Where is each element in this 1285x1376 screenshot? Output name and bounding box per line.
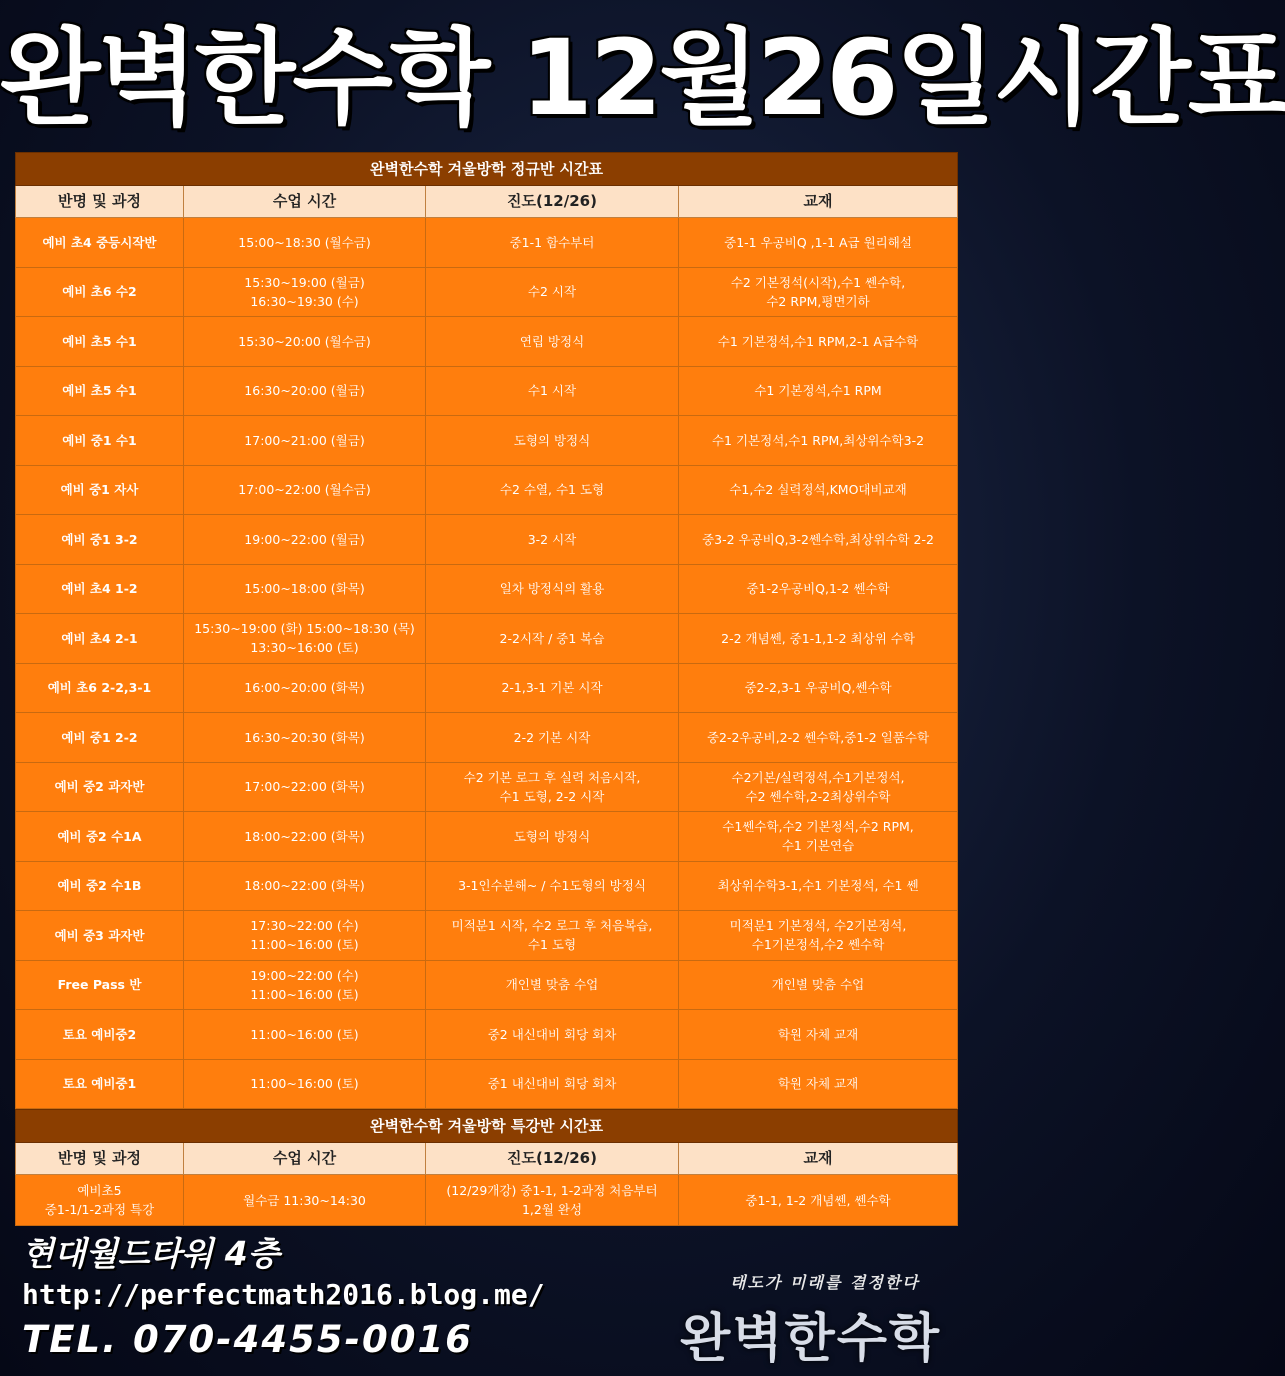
table-row xyxy=(16,515,958,565)
textbook-cell: 학원 자체 교재 xyxy=(679,1059,958,1109)
table-row xyxy=(16,911,958,961)
class-time-cell: 18:00~22:00 (화목) xyxy=(184,861,426,911)
textbook-cell: 최상위수학3-1,수1 기본정석, 수1 쎈 xyxy=(679,861,958,911)
page-title: 완벽한수학 12월26일시간표 xyxy=(0,17,1285,139)
progress-cell: 중2 내신대비 회당 회차 xyxy=(426,1010,679,1060)
table-row xyxy=(16,1010,958,1060)
class-time-cell: 15:00~18:30 (월수금) xyxy=(184,218,426,268)
textbook-cell: 수2기본/실력정석,수1기본정석, 수2 쎈수학,2-2최상위수학 xyxy=(679,762,958,812)
table-row xyxy=(16,416,958,466)
class-time-cell: 19:00~22:00 (월금) xyxy=(184,515,426,565)
textbook-cell: 중1-1 우공비Q ,1-1 A급 원리해설 xyxy=(679,218,958,268)
class-name-cell: 예비 초4 중등시작반 xyxy=(16,218,184,268)
phone-number: TEL. 070-4455-0016 xyxy=(22,1318,473,1361)
class-name-cell: 예비 초4 1-2 xyxy=(16,564,184,614)
class-name-cell: Free Pass 반 xyxy=(16,960,184,1010)
slogan-text: 태도가 미래를 결정한다 xyxy=(730,1273,920,1292)
class-name-cell: 예비 중1 2-2 xyxy=(16,713,184,763)
class-name-cell: 예비 초5 수1 xyxy=(16,317,184,367)
progress-cell: 3-2 시작 xyxy=(426,515,679,565)
class-name-cell: 토요 예비중1 xyxy=(16,1059,184,1109)
class-name-cell: 예비 초6 수2 xyxy=(16,267,184,317)
progress-cell: 도형의 방정식 xyxy=(426,812,679,862)
progress-cell: 2-2 기본 시작 xyxy=(426,713,679,763)
class-time-cell: 15:30~19:00 (월금) 16:30~19:30 (수) xyxy=(184,267,426,317)
textbook-cell: 중2-2우공비,2-2 쎈수학,중1-2 일품수학 xyxy=(679,713,958,763)
textbook-cell: 수1,수2 실력정석,KMO대비교재 xyxy=(679,465,958,515)
class-time-cell: 15:30~19:00 (화) 15:00~18:30 (목) 13:30~16:00 (토) xyxy=(184,614,426,664)
class-name-cell: 토요 예비중2 xyxy=(16,1010,184,1060)
progress-cell: 수2 수열, 수1 도형 xyxy=(426,465,679,515)
table-row xyxy=(16,713,958,763)
progress-cell: 중1-1 함수부터 xyxy=(426,218,679,268)
class-name-cell: 예비 중1 자사 xyxy=(16,465,184,515)
class-time-cell: 11:00~16:00 (토) xyxy=(184,1059,426,1109)
table-row xyxy=(16,762,958,812)
textbook-cell: 중2-2,3-1 우공비Q,쎈수학 xyxy=(679,663,958,713)
progress-cell: 수1 시작 xyxy=(426,366,679,416)
class-name-cell: 예비 초6 2-2,3-1 xyxy=(16,663,184,713)
progress-cell: 2-2시작 / 중1 복습 xyxy=(426,614,679,664)
textbook-cell: 중1-2우공비Q,1-2 쎈수학 xyxy=(679,564,958,614)
column-header-book: 교재 xyxy=(679,186,958,218)
table-row xyxy=(16,960,958,1010)
class-name-cell: 예비 중3 과자반 xyxy=(16,911,184,961)
progress-cell: 개인별 맞춤 수업 xyxy=(426,960,679,1010)
progress-cell: 연립 방정식 xyxy=(426,317,679,367)
class-name-cell: 예비 중2 수1A xyxy=(16,812,184,862)
class-name-cell: 예비 초5 수1 xyxy=(16,366,184,416)
class-time-cell: 15:00~18:00 (화목) xyxy=(184,564,426,614)
progress-cell: 수2 시작 xyxy=(426,267,679,317)
table-row xyxy=(16,1059,958,1109)
table-row xyxy=(16,366,958,416)
class-name-cell: 예비 중2 과자반 xyxy=(16,762,184,812)
textbook-cell: 수1 기본정석,수1 RPM,최상위수학3-2 xyxy=(679,416,958,466)
class-name-cell: 예비 중1 3-2 xyxy=(16,515,184,565)
special-schedule-table xyxy=(15,1109,958,1226)
column-header-class: 반명 및 과정 xyxy=(16,1143,184,1175)
textbook-cell: 2-2 개념쎈, 중1-1,1-2 최상위 수학 xyxy=(679,614,958,664)
class-time-cell: 월수금 11:30~14:30 xyxy=(184,1175,426,1226)
blog-link[interactable]: http://perfectmath2016.blog.me/ xyxy=(22,1278,545,1311)
progress-cell: 중1 내신대비 회당 회차 xyxy=(426,1059,679,1109)
textbook-cell: 수1 기본정석,수1 RPM xyxy=(679,366,958,416)
table-row xyxy=(16,614,958,664)
class-time-cell: 11:00~16:00 (토) xyxy=(184,1010,426,1060)
class-time-cell: 16:30~20:00 (월금) xyxy=(184,366,426,416)
table-row xyxy=(16,812,958,862)
textbook-cell: 수2 기본정석(시작),수1 쎈수학, 수2 RPM,평면기하 xyxy=(679,267,958,317)
progress-cell: 2-1,3-1 기본 시작 xyxy=(426,663,679,713)
column-header-time: 수업 시간 xyxy=(184,1143,426,1175)
class-time-cell: 17:00~21:00 (월금) xyxy=(184,416,426,466)
table-row xyxy=(16,663,958,713)
class-time-cell: 16:30~20:30 (화목) xyxy=(184,713,426,763)
table-row xyxy=(16,465,958,515)
class-time-cell: 18:00~22:00 (화목) xyxy=(184,812,426,862)
column-header-progress: 진도(12/26) xyxy=(426,1143,679,1175)
progress-cell: 3-1인수분해~ / 수1도형의 방정식 xyxy=(426,861,679,911)
column-header-progress: 진도(12/26) xyxy=(426,186,679,218)
class-time-cell: 16:00~20:00 (화목) xyxy=(184,663,426,713)
textbook-cell: 수1쎈수학,수2 기본정석,수2 RPM, 수1 기본연습 xyxy=(679,812,958,862)
table-row xyxy=(16,218,958,268)
regular-table-header: 완벽한수학 겨울방학 정규반 시간표 xyxy=(16,153,958,186)
textbook-cell: 미적분1 기본정석, 수2기본정석, 수1기본정석,수2 쎈수학 xyxy=(679,911,958,961)
textbook-cell: 개인별 맞춤 수업 xyxy=(679,960,958,1010)
table-row xyxy=(16,317,958,367)
class-name-cell: 예비초5 중1-1/1-2과정 특강 xyxy=(16,1175,184,1226)
progress-cell: 도형의 방정식 xyxy=(426,416,679,466)
class-time-cell: 17:00~22:00 (화목) xyxy=(184,762,426,812)
class-time-cell: 19:00~22:00 (수) 11:00~16:00 (토) xyxy=(184,960,426,1010)
table-row xyxy=(16,861,958,911)
regular-schedule-table xyxy=(15,152,958,1109)
textbook-cell: 학원 자체 교재 xyxy=(679,1010,958,1060)
class-time-cell: 17:00~22:00 (월수금) xyxy=(184,465,426,515)
progress-cell: (12/29개강) 중1-1, 1-2과정 처음부터 1,2월 완성 xyxy=(426,1175,679,1226)
column-header-class: 반명 및 과정 xyxy=(16,186,184,218)
class-time-cell: 17:30~22:00 (수) 11:00~16:00 (토) xyxy=(184,911,426,961)
textbook-cell: 중3-2 우공비Q,3-2쎈수학,최상위수학 2-2 xyxy=(679,515,958,565)
class-name-cell: 예비 중1 수1 xyxy=(16,416,184,466)
textbook-cell: 수1 기본정석,수1 RPM,2-1 A급수학 xyxy=(679,317,958,367)
class-time-cell: 15:30~20:00 (월수금) xyxy=(184,317,426,367)
table-row xyxy=(16,267,958,317)
class-name-cell: 예비 초4 2-1 xyxy=(16,614,184,664)
table-row xyxy=(16,1175,958,1226)
progress-cell: 수2 기본 로그 후 실력 처음시작, 수1 도형, 2-2 시작 xyxy=(426,762,679,812)
progress-cell: 일차 방정식의 활용 xyxy=(426,564,679,614)
progress-cell: 미적분1 시작, 수2 로그 후 처음복습, 수1 도형 xyxy=(426,911,679,961)
brand-logo-text: 완벽한수학 xyxy=(680,1309,942,1369)
address-text: 현대월드타워 4층 xyxy=(22,1234,280,1273)
class-name-cell: 예비 중2 수1B xyxy=(16,861,184,911)
special-table-header: 완벽한수학 겨울방학 특강반 시간표 xyxy=(16,1110,958,1143)
column-header-book: 교재 xyxy=(679,1143,958,1175)
column-header-time: 수업 시간 xyxy=(184,186,426,218)
textbook-cell: 중1-1, 1-2 개념쎈, 쎈수학 xyxy=(679,1175,958,1226)
table-row xyxy=(16,564,958,614)
